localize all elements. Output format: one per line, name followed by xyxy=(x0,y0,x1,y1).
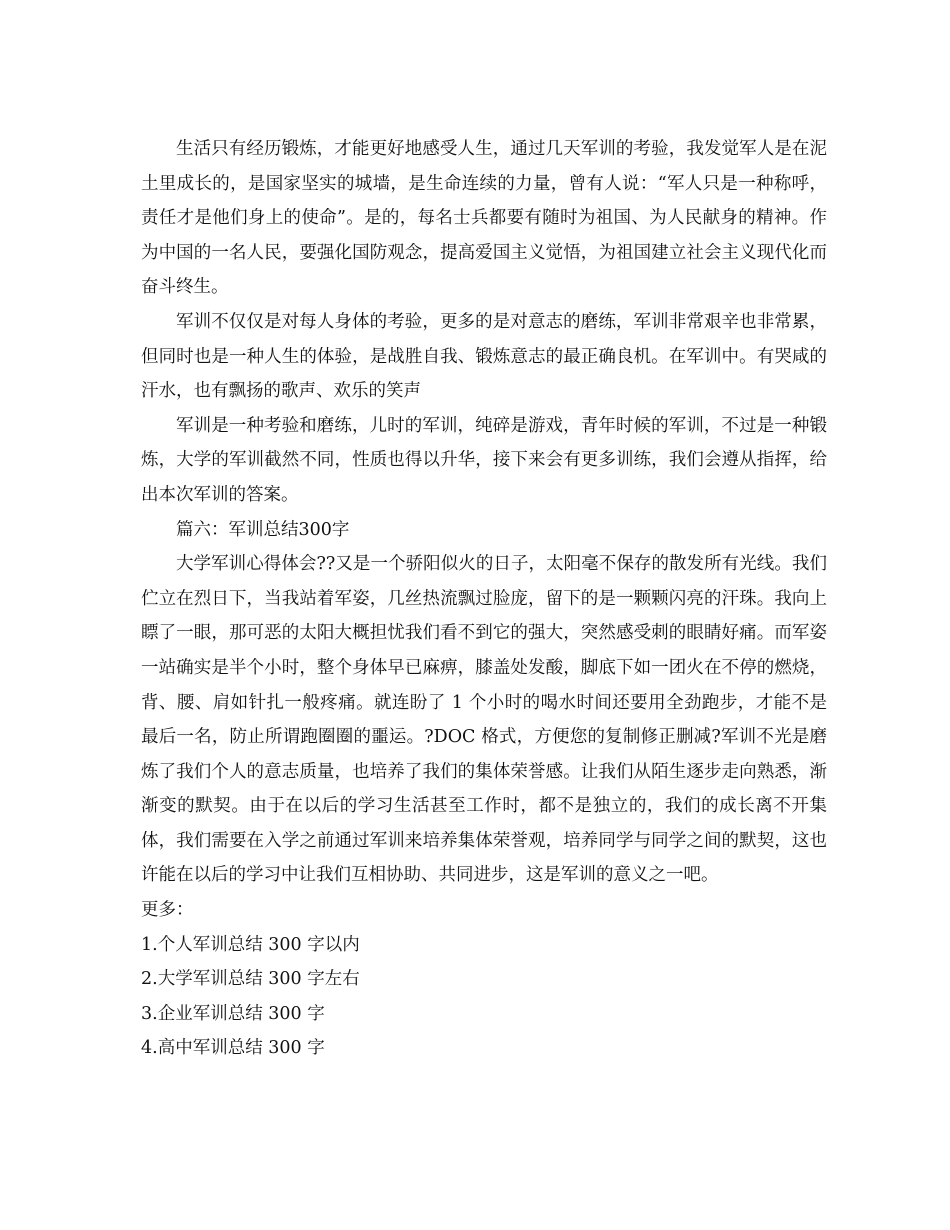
more-list-item: 3.企业军训总结 300 字 xyxy=(141,1003,325,1024)
section-heading: 篇六：军训总结300字 xyxy=(176,519,350,540)
paragraph: 军训不仅仅是对每人身体的考验，更多的是对意志的磨练，军训非常艰辛也非常累，但同时也是一种人生的体验，是战胜自我、锻炼意志的最正确良机。在军训中。有哭咸的汗水，也有飘扬的歌声、欢乐的笑声 xyxy=(141,311,827,402)
more-list-item: 2.大学军训总结 300 字左右 xyxy=(141,969,360,990)
paragraph: 军训是一种考验和磨练，儿时的军训，纯碎是游戏，青年时候的军训，不过是一种锻炼，大学的军训截然不同，性质也得以升华，接下来会有更多训练，我们会遵从指挥，给出本次军训的答案。 xyxy=(141,415,827,505)
more-list-item: 1.个人军训总结 300 字以内 xyxy=(141,934,360,955)
more-label: 更多： xyxy=(141,900,194,921)
paragraph: 大学军训心得体会??又是一个骄阳似火的日子，太阳毫不保存的散发所有光线。我们伫立在烈日下，当我站着军姿，几丝热流飘过脸庞，留下的是一颗颗闪亮的汗珠。我向上瞟了一眼，那可恶的太阳大概担忧我们看不到它的强大，突然感受刺的眼睛好痛。而军姿一站确实是半个小时，整个身体早已麻痹，膝盖处发酸，脚底下如一团火在不停的燃烧，背、腰、肩如针扎一般疼痛。就连盼了 1 个小时的喝水时间还要用全劲跑步，才能不是最后一名，防止所谓跑圈圈的噩运。?DOC 格式，方便您的复制修正删减?军训不光是磨炼了我们个人的意志质量，也培养了我们的集体荣誉感。让我们从陌生逐步走向熟悉，渐渐变的默契。由于在以后的学习生活甚至工作时，都不是独立的，我们的成长离不开集体，我们需要在入学之前通过军训来培养集体荣誉观，培养同学与同学之间的默契，这也许能在以后的学习中让我们互相协助、共同进步，这是军训的意义之一吧。 xyxy=(141,554,827,886)
paragraph: 生活只有经历锻炼，才能更好地感受人生，通过几天军训的考验，我发觉军人是在泥土里成长的，是国家坚实的城墙，是生命连续的力量，曾有人说：“军人只是一种称呼，责任才是他们身上的使命”。是的，每名士兵都要有随时为祖国、为人民献身的精神。作为中国的一名人民，要强化国防观念，提高爱国主义觉悟，为祖国建立社会主义现代化而奋斗终生。 xyxy=(141,139,827,298)
more-list-item: 4.高中军训总结 300 字 xyxy=(141,1038,325,1059)
document-body xyxy=(141,132,827,1066)
